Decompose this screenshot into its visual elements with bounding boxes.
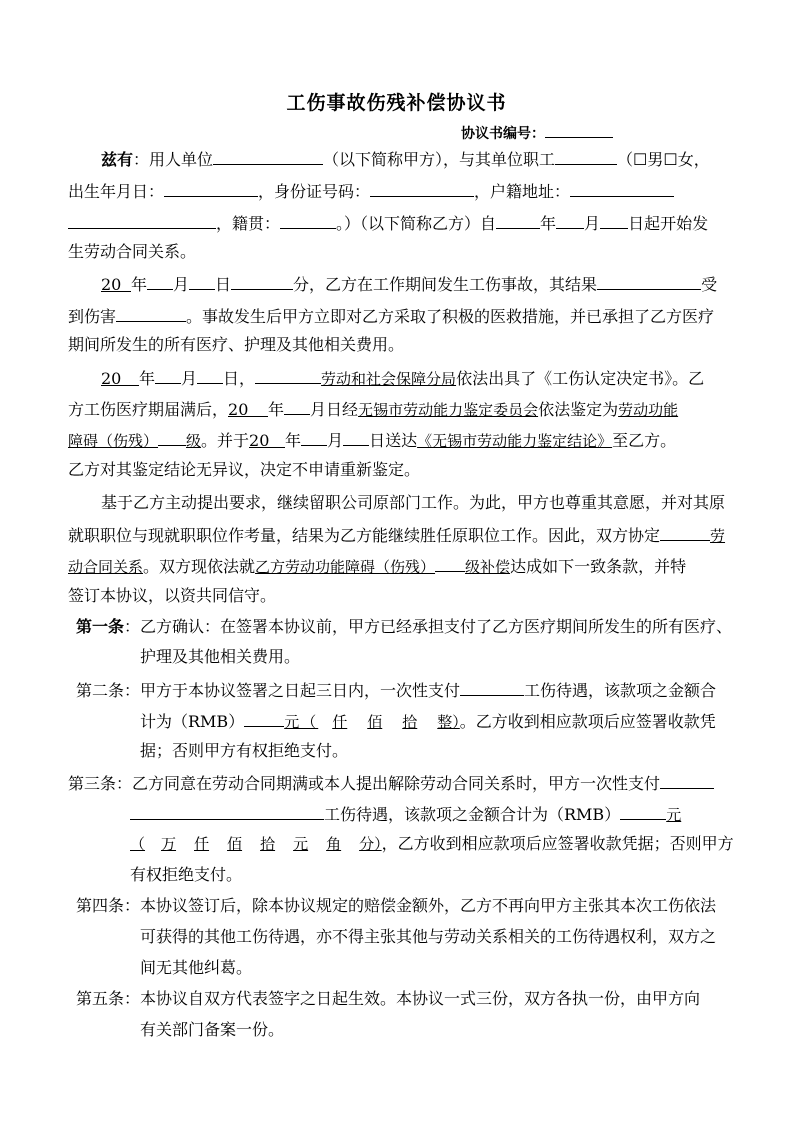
p3-line1 bbox=[101, 367, 704, 389]
appraisal-year-prefix[interactable]: 20 bbox=[228, 400, 268, 417]
p1-text: ，籍贯： bbox=[216, 214, 281, 233]
agreement-number-row bbox=[461, 121, 613, 144]
amount-hundreds: 佰 bbox=[367, 713, 383, 731]
p2-line1 bbox=[101, 273, 717, 295]
cert-year-prefix[interactable]: 20 bbox=[101, 369, 139, 386]
amount-tens: 拾 bbox=[402, 713, 418, 731]
employer-blank[interactable] bbox=[213, 148, 323, 165]
delivery-year-prefix[interactable]: 20 bbox=[249, 431, 285, 448]
labor-contract-relation: 动合同关系 bbox=[68, 558, 144, 576]
article-text: 计为（RMB） bbox=[140, 712, 245, 731]
termination-amount-blank[interactable] bbox=[620, 803, 666, 820]
p3-text: 年 bbox=[139, 369, 156, 388]
article-4-line2: 可获得的其他工伤待遇，亦不得主张其他与劳动关系相关的工伤待遇权利，双方之 bbox=[140, 927, 717, 946]
article-4-label: 第四条 bbox=[76, 896, 125, 915]
p3-text: 日， bbox=[223, 369, 256, 388]
article-2-line1 bbox=[76, 679, 716, 701]
article-1-line2: 护理及其他相关费用。 bbox=[140, 647, 301, 666]
article-2-line3: 据；否则甲方有权拒绝支付。 bbox=[140, 741, 349, 760]
article-text: ：本协议自双方代表签字之日起生效。本协议一式三份，双方各执一份，由甲方向 bbox=[124, 989, 701, 1008]
p1-text: ，户籍地址： bbox=[474, 182, 571, 201]
amount-hundreds: 佰 bbox=[227, 835, 243, 853]
article-text: ：乙方确认：在签署本协议前，甲方已经承担支付了乙方医疗期间所发生的所有医疗、 bbox=[124, 617, 733, 636]
birth-date-blank[interactable] bbox=[164, 180, 258, 197]
article-text: 工伤待遇，该款项之金额合计为（RMB） bbox=[324, 805, 621, 824]
accident-month-blank[interactable] bbox=[147, 273, 173, 290]
amount-thousands: 仟 bbox=[332, 713, 348, 731]
compensation-subject: 乙方劳动功能障碍（伤残） bbox=[255, 558, 436, 576]
cert-day-blank[interactable] bbox=[197, 367, 223, 384]
p1-text: ：用人单位 bbox=[133, 150, 214, 169]
p3-text: 月 bbox=[310, 400, 327, 419]
article-text: ：甲方于本协议签署之日起三日内，一次性支付 bbox=[124, 681, 461, 700]
amount-jiao: 角 bbox=[326, 835, 342, 853]
p3-text: 方工伤医疗期届满后， bbox=[68, 400, 229, 419]
injury-blank[interactable] bbox=[116, 305, 186, 322]
p4-text: 就职职位与现就职职位作考量，结果为乙方能继续胜任原职位工作。因此，双方协定 bbox=[68, 526, 661, 545]
labor-contract-relation: 劳 bbox=[710, 527, 726, 545]
p3-text: 依法鉴定为 bbox=[538, 400, 619, 419]
article-5-label: 第五条 bbox=[76, 989, 125, 1008]
appraisal-conclusion: 《无锡市劳动能力鉴定结论》 bbox=[417, 432, 613, 450]
p2-text: 。事故发生后甲方立即对乙方采取了积极的医救措施，并已承担了乙方医疗 bbox=[186, 307, 715, 326]
p2-text: 月 bbox=[173, 275, 190, 294]
one-time-benefit-blank[interactable] bbox=[460, 679, 524, 696]
amount-yuan: 元 bbox=[293, 835, 309, 853]
employee-name-blank[interactable] bbox=[555, 148, 617, 165]
p4-text: 。双方现依法就 bbox=[143, 557, 256, 576]
grade-blank[interactable] bbox=[435, 555, 465, 572]
relation-blank[interactable] bbox=[660, 524, 710, 541]
accident-day-blank[interactable] bbox=[189, 273, 215, 290]
p2-text: 受 bbox=[701, 275, 718, 294]
article-3-line2 bbox=[130, 803, 681, 825]
p1-text: 月 bbox=[584, 214, 601, 233]
p1-line2 bbox=[68, 180, 674, 202]
document-title: 工伤事故伤残补偿协议书 bbox=[286, 92, 507, 114]
month-blank[interactable] bbox=[556, 212, 584, 229]
amount-fen: 分） bbox=[359, 835, 382, 853]
p3-text: 年 bbox=[285, 431, 302, 450]
article-text: 工伤待遇，该款项之金额合 bbox=[524, 681, 717, 700]
p1-text: 日起开始发 bbox=[628, 214, 709, 233]
p2-line3: 期间所发生的所有医疗、护理及其他相关费用。 bbox=[68, 335, 405, 354]
amount-unit: 元 bbox=[666, 806, 682, 824]
agreement-number-blank[interactable] bbox=[545, 121, 613, 138]
article-3-line3 bbox=[130, 834, 734, 854]
id-number-blank[interactable] bbox=[370, 180, 474, 197]
p2-text: 年 bbox=[131, 275, 148, 294]
termination-benefit-blank[interactable] bbox=[660, 772, 714, 789]
disability-grade-blank[interactable] bbox=[158, 429, 186, 446]
amount-thousands: 仟 bbox=[194, 835, 210, 853]
article-text: ，乙方收到相应款项后应签署收款凭据；否则甲方 bbox=[381, 834, 734, 853]
compensation-subject: 级补偿 bbox=[465, 558, 511, 576]
address-blank[interactable] bbox=[570, 180, 674, 197]
p1-text: （以下简称甲方），与其单位职工 bbox=[323, 150, 556, 169]
p3-line4: 乙方对其鉴定结论无异议，决定不申请重新鉴定。 bbox=[68, 460, 421, 479]
p3-text: 年 bbox=[268, 400, 285, 419]
article-3-line4: 有权拒绝支付。 bbox=[130, 865, 243, 884]
amount-unit: 元（ bbox=[284, 713, 319, 731]
labor-bureau: 劳动和社会保障分局 bbox=[321, 370, 457, 388]
p3-text: 依法出具了《工伤认定决定书》。乙 bbox=[456, 369, 705, 388]
article-text: ：本协议签订后，除本协议规定的赔偿金额外，乙方不再向甲方主张其本次工伤依法 bbox=[124, 896, 717, 915]
article-5-line1 bbox=[76, 989, 700, 1009]
termination-benefit-blank-2[interactable] bbox=[130, 803, 324, 820]
accident-year-prefix[interactable]: 20 bbox=[101, 275, 131, 292]
p3-text: 。并于 bbox=[201, 431, 250, 450]
p2-text: 分，乙方在工作期间发生工伤事故，其结果 bbox=[293, 275, 598, 294]
grade-label: 级 bbox=[186, 432, 202, 450]
article-4-line1 bbox=[76, 896, 716, 916]
p1-text: 出生年月日： bbox=[68, 182, 165, 201]
delivery-month-blank[interactable] bbox=[301, 429, 327, 446]
p2-line2 bbox=[68, 305, 714, 327]
p3-text: 日送达 bbox=[369, 431, 418, 450]
amount-open: （ bbox=[130, 835, 146, 853]
article-5-line2: 有关部门备案一份。 bbox=[140, 1020, 285, 1039]
p3-line2 bbox=[68, 398, 678, 420]
p3-text: 至乙方。 bbox=[612, 431, 677, 450]
gender-checkboxes[interactable]: （☐男☐女， bbox=[617, 150, 710, 169]
p1-text: 。）（以下简称乙方）自 bbox=[336, 214, 497, 233]
p1-line3 bbox=[68, 212, 708, 234]
year-blank[interactable] bbox=[496, 212, 540, 229]
appraisal-result: 障碍（伤残） bbox=[68, 432, 159, 450]
p1-line1 bbox=[101, 148, 710, 170]
p4-line4: 签订本协议，以资共同信守。 bbox=[68, 586, 277, 605]
native-place-blank[interactable] bbox=[280, 212, 336, 229]
agreement-number-label: 协议书编号： bbox=[461, 126, 545, 142]
p1-text: ，身份证号码： bbox=[258, 182, 371, 201]
article-1-label: 第一条 bbox=[76, 617, 125, 636]
accident-time-blank[interactable] bbox=[231, 273, 293, 290]
article-2-line2 bbox=[140, 710, 716, 732]
article-text: ：乙方同意在劳动合同期满或本人提出解除劳动合同关系时，甲方一次性支付 bbox=[116, 774, 661, 793]
p3-text: 日经 bbox=[326, 400, 359, 419]
p2-text: 日 bbox=[215, 275, 232, 294]
p2-text: 到伤害 bbox=[68, 307, 117, 326]
amount-whole: 整） bbox=[437, 713, 460, 731]
day-blank[interactable] bbox=[600, 212, 628, 229]
article-4-line3: 间无其他纠葛。 bbox=[140, 958, 253, 977]
p3-line3 bbox=[68, 429, 676, 451]
cert-month-blank[interactable] bbox=[155, 367, 181, 384]
p1-hereby: 兹有 bbox=[101, 150, 134, 169]
district-blank[interactable] bbox=[255, 367, 321, 384]
p4-text: 达成如下一致条款，并特 bbox=[510, 557, 687, 576]
appraisal-month-blank[interactable] bbox=[284, 398, 310, 415]
article-2-label: 第二条 bbox=[76, 681, 125, 700]
article-3-line1 bbox=[68, 772, 714, 794]
address-blank-2[interactable] bbox=[68, 212, 216, 229]
accident-result-blank[interactable] bbox=[597, 273, 701, 290]
amount-tens: 拾 bbox=[260, 835, 276, 853]
appraisal-result: 劳动功能 bbox=[618, 401, 679, 419]
article-1-line1 bbox=[76, 617, 732, 637]
p3-text: 月 bbox=[327, 431, 344, 450]
p1-line4: 生劳动合同关系。 bbox=[68, 242, 197, 261]
amount-blank[interactable] bbox=[244, 710, 284, 727]
p4-line3 bbox=[68, 555, 686, 577]
article-3-label: 第三条 bbox=[68, 774, 117, 793]
amount-ten-thousands: 万 bbox=[161, 835, 177, 853]
p1-text: 年 bbox=[540, 214, 557, 233]
article-text: 。乙方收到相应款项后应签署收款凭 bbox=[459, 712, 716, 731]
p3-text: 月 bbox=[181, 369, 198, 388]
appraisal-committee: 无锡市劳动能力鉴定委员会 bbox=[358, 401, 539, 419]
p4-line2 bbox=[68, 524, 725, 546]
p4-line1: 基于乙方主动提出要求，继续留职公司原部门工作。为此，甲方也尊重其意愿，并对其原 bbox=[101, 493, 726, 512]
delivery-day-blank[interactable] bbox=[343, 429, 369, 446]
